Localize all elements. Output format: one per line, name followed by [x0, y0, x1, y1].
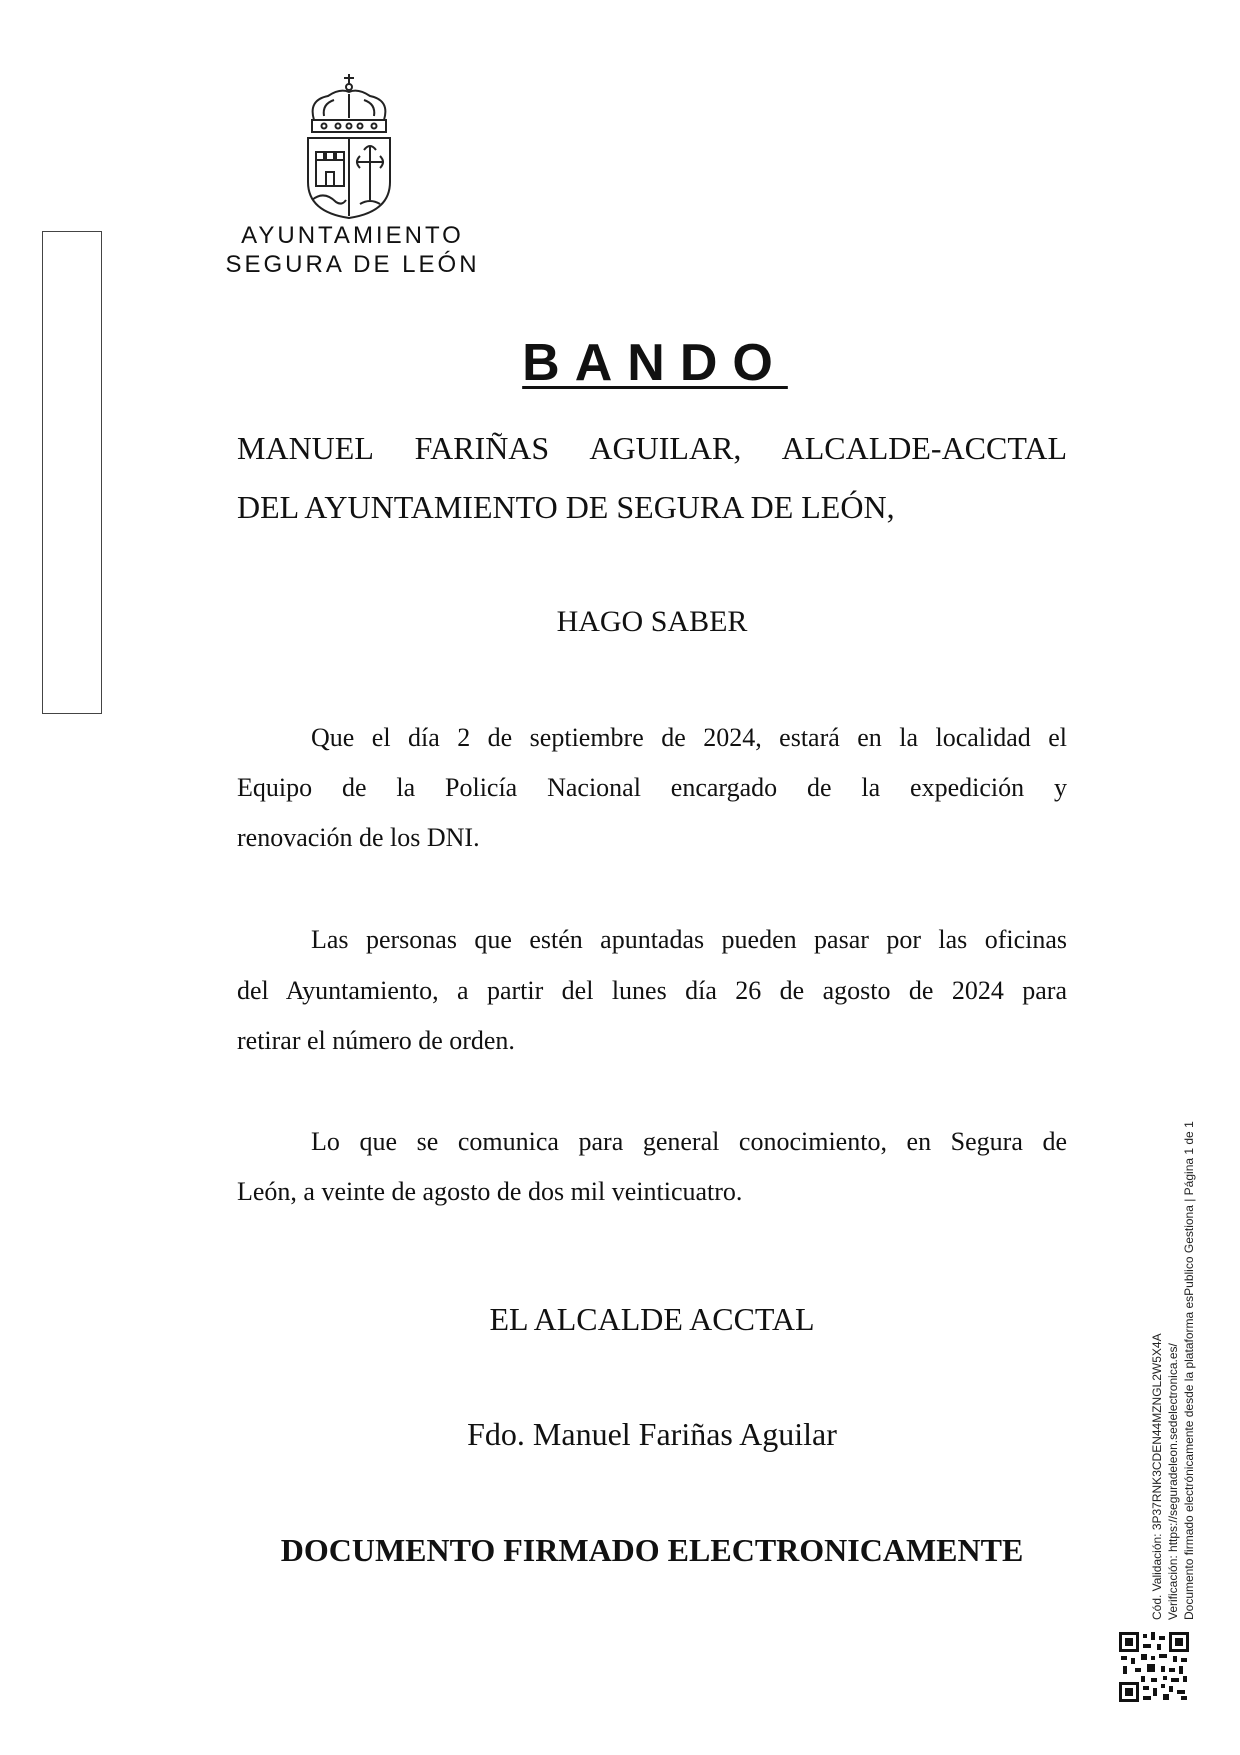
- intro-word: ALCALDE-ACCTAL: [781, 430, 1067, 466]
- paragraph-1-line-2: Equipo de la Policía Nacional encargado de la expedición y: [237, 773, 1067, 802]
- verification-platform: Documento firmado electrónicamente desde la plataforma esPublico Gestiona | Página 1 de 1: [1182, 1121, 1196, 1620]
- electronic-signature-note: DOCUMENTO FIRMADO ELECTRONICAMENTE: [280, 1532, 1024, 1568]
- paragraph-2-line-3: retirar el número de orden.: [237, 1026, 515, 1055]
- paragraph-3-line-1: Lo que se comunica para general conocimiento, en Segura de: [311, 1127, 1067, 1156]
- signer-name: Fdo. Manuel Fariñas Aguilar: [467, 1416, 837, 1452]
- paragraph-1-line-3: renovación de los DNI.: [237, 823, 480, 852]
- qr-code-icon: [1119, 1632, 1189, 1702]
- organization-name-line2: SEGURA DE LEÓN: [225, 251, 480, 278]
- paragraph-2-line-2: del Ayuntamiento, a partir del lunes día 26 de agosto de 2024 para: [237, 976, 1067, 1005]
- intro-word: AGUILAR,: [589, 430, 742, 466]
- intro-line-2: DEL AYUNTAMIENTO DE SEGURA DE LEÓN,: [237, 489, 895, 525]
- intro-word: FARIÑAS: [414, 430, 550, 466]
- intro-word: MANUEL: [237, 430, 373, 466]
- hago-saber-heading: HAGO SABER: [556, 605, 748, 638]
- coat-of-arms-icon: [300, 72, 398, 220]
- document-title: BANDO: [522, 334, 788, 392]
- paragraph-3-line-2: León, a veinte de agosto de dos mil veinticuatro.: [237, 1177, 743, 1206]
- paragraph-1-line-1: Que el día 2 de septiembre de 2024, estará en la localidad el: [311, 723, 1067, 752]
- paragraph-2-line-1: Las personas que estén apuntadas pueden pasar por las oficinas: [311, 925, 1067, 954]
- signer-title: EL ALCALDE ACCTAL: [489, 1301, 815, 1337]
- intro-line-1: [237, 430, 1067, 467]
- signature-box: [42, 231, 102, 714]
- verification-code: Cód. Validación: 3P37RNK3CDEN44MZNGL2W5X4A: [1150, 1333, 1164, 1620]
- organization-name-line1: AYUNTAMIENTO: [241, 222, 464, 249]
- verification-url: Verificación: https://seguradeleon.sedelectronica.es/: [1166, 1343, 1180, 1620]
